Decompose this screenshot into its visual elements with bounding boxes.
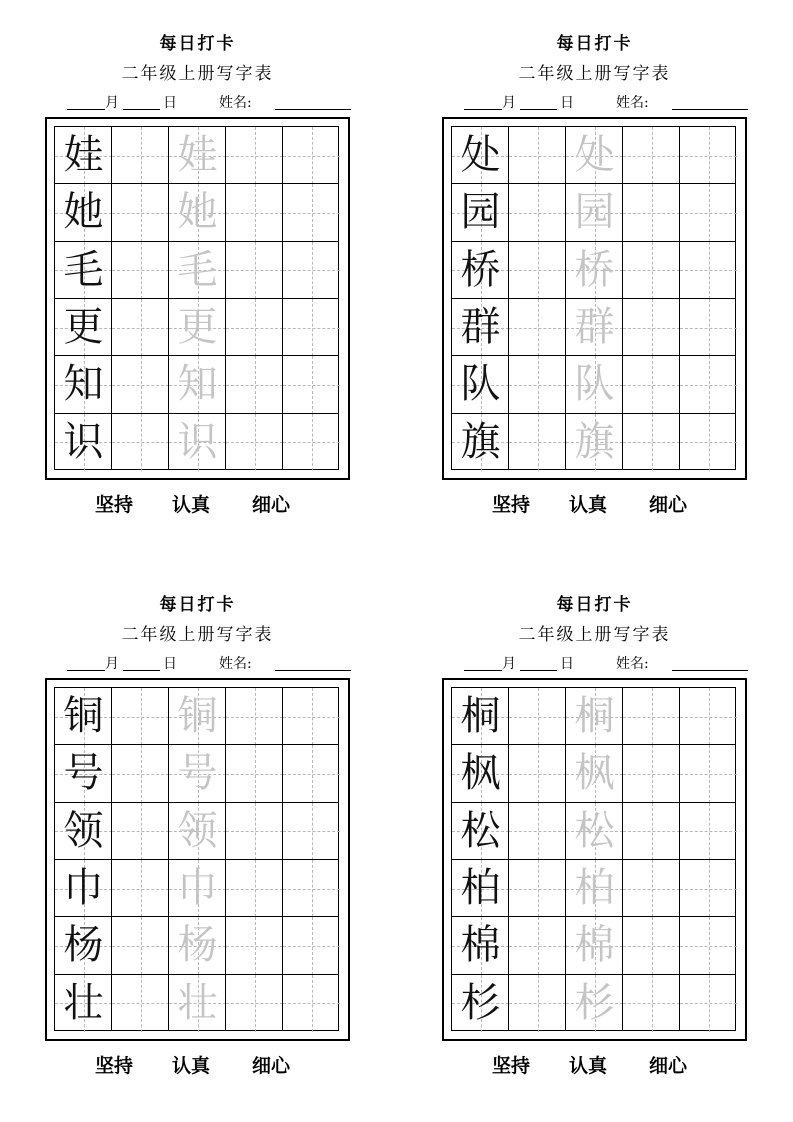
model-character: 她 [63,189,104,236]
card-title: 每日打卡 [556,34,633,54]
trace-character: 她 [177,189,218,236]
guide-line-horizontal [623,831,680,832]
month-label: 月 [502,95,516,111]
card-subtitle: 二年级上册写字表 [518,64,671,84]
grid-cell[interactable] [680,299,737,356]
date-name-line [45,653,350,675]
model-character: 桐 [460,693,501,739]
grid-cell[interactable] [509,184,566,241]
guide-line-horizontal [509,385,566,386]
grid-cell[interactable] [509,414,566,471]
guide-line-horizontal [283,270,340,271]
writing-grid [45,678,350,1041]
grid-cell[interactable] [680,745,737,802]
guide-line-horizontal [112,270,169,271]
grid-cell[interactable] [226,184,283,241]
motto-word: 坚持 [95,1055,134,1077]
motto-word: 坚持 [95,494,134,516]
guide-line-horizontal [226,946,283,947]
model-character: 松 [460,807,501,854]
grid-cell[interactable] [680,184,737,241]
grid-cell[interactable] [623,975,680,1032]
name-blank[interactable] [275,92,351,110]
grid-cell[interactable] [283,803,340,860]
guide-line-horizontal [226,385,283,386]
guide-line-horizontal [112,946,169,947]
grid-cell[interactable] [623,414,680,471]
name-label: 姓名: [219,95,252,111]
grid-cell[interactable] [623,356,680,413]
card-title: 每日打卡 [159,34,236,54]
model-character: 铜 [63,693,104,739]
grid-cell[interactable] [509,745,566,802]
guide-line-horizontal [226,717,283,718]
guide-line-horizontal [509,717,566,718]
grid-cell[interactable] [623,917,680,974]
grid-cell[interactable] [623,127,680,184]
guide-line-horizontal [680,156,737,157]
guide-line-horizontal [112,156,169,157]
name-label: 姓名: [219,656,252,672]
date-name-line [45,92,350,114]
guide-line-horizontal [623,442,680,443]
trace-character: 桐 [574,693,615,739]
guide-line-horizontal [623,946,680,947]
guide-line-horizontal [226,889,283,890]
guide-line-horizontal [112,442,169,443]
grid-cell[interactable] [226,803,283,860]
guide-line-horizontal [623,1003,680,1004]
grid-cell[interactable] [112,745,169,802]
grid-cell[interactable] [623,184,680,241]
guide-line-horizontal [680,385,737,386]
grid-cell[interactable] [112,184,169,241]
day-blank[interactable] [520,92,557,110]
grid-cell[interactable] [226,860,283,917]
model-character: 毛 [63,246,104,293]
grid-cell[interactable] [509,917,566,974]
model-character: 巾 [63,864,104,911]
name-blank[interactable] [672,653,748,671]
day-label: 日 [560,656,574,672]
grid-cell[interactable] [283,184,340,241]
name-blank[interactable] [275,653,351,671]
grid-cell[interactable] [112,860,169,917]
model-character: 棉 [460,922,501,969]
model-character: 壮 [63,979,104,1026]
grid-cell[interactable] [283,860,340,917]
trace-character: 号 [177,750,218,797]
grid-cell[interactable] [623,745,680,802]
grid-cell[interactable] [623,688,680,745]
grid-cell[interactable] [112,356,169,413]
grid-cell[interactable] [226,688,283,745]
trace-character: 杨 [177,922,218,969]
guide-line-horizontal [226,328,283,329]
trace-character: 松 [574,807,615,854]
motto-word: 坚持 [492,1055,531,1077]
motto-word: 细心 [649,1055,688,1077]
name-blank[interactable] [672,92,748,110]
card-subtitle: 二年级上册写字表 [121,625,274,645]
day-blank[interactable] [520,653,557,671]
guide-line-horizontal [623,270,680,271]
tian-grid [451,687,736,1031]
grid-cell[interactable] [623,242,680,299]
trace-character: 毛 [177,246,218,293]
motto-word: 认真 [569,1055,608,1077]
motto-word: 坚持 [492,494,531,516]
practice-card [442,593,747,1113]
grid-cell[interactable] [680,414,737,471]
card-subtitle: 二年级上册写字表 [121,64,274,84]
name-label: 姓名: [616,656,649,672]
day-label: 日 [560,95,574,111]
guide-line-horizontal [283,774,340,775]
guide-line-horizontal [680,1003,737,1004]
model-character: 领 [63,807,104,854]
grid-cell[interactable] [283,688,340,745]
writing-grid [442,117,747,480]
grid-cell[interactable] [509,299,566,356]
writing-grid [45,117,350,480]
month-label: 月 [105,656,119,672]
grid-cell[interactable] [680,975,737,1032]
model-character: 知 [63,361,104,408]
month-blank[interactable] [67,92,105,110]
guide-line-horizontal [112,328,169,329]
trace-character: 识 [177,418,218,465]
date-name-line [442,92,747,114]
trace-character: 巾 [177,864,218,911]
grid-cell[interactable] [680,127,737,184]
grid-cell[interactable] [226,745,283,802]
motto-word: 认真 [172,1055,211,1077]
tian-grid [54,687,339,1031]
guide-line-horizontal [226,270,283,271]
guide-line-horizontal [680,889,737,890]
model-character: 更 [63,303,104,350]
guide-line-horizontal [283,328,340,329]
grid-cell[interactable] [112,803,169,860]
guide-line-horizontal [509,328,566,329]
month-blank[interactable] [67,653,105,671]
guide-line-horizontal [680,946,737,947]
grid-cell[interactable] [623,803,680,860]
trace-character: 旗 [574,418,615,465]
guide-line-horizontal [509,213,566,214]
day-blank[interactable] [123,92,160,110]
motto-word: 细心 [649,494,688,516]
grid-cell[interactable] [283,299,340,356]
trace-character: 知 [177,361,218,408]
guide-line-horizontal [509,156,566,157]
model-character: 处 [460,132,501,178]
guide-line-horizontal [623,385,680,386]
guide-line-horizontal [680,774,737,775]
grid-cell[interactable] [112,299,169,356]
trace-character: 领 [177,807,218,854]
grid-cell[interactable] [680,860,737,917]
trace-character: 壮 [177,979,218,1026]
card-title: 每日打卡 [556,595,633,615]
day-label: 日 [163,656,177,672]
guide-line-horizontal [226,1003,283,1004]
model-character: 号 [63,750,104,797]
card-subtitle: 二年级上册写字表 [518,625,671,645]
trace-character: 园 [574,189,615,236]
grid-cell[interactable] [283,414,340,471]
grid-cell[interactable] [226,356,283,413]
guide-line-horizontal [680,717,737,718]
grid-cell[interactable] [226,917,283,974]
model-character: 杨 [63,922,104,969]
guide-line-horizontal [623,156,680,157]
grid-cell[interactable] [112,414,169,471]
grid-cell[interactable] [623,299,680,356]
practice-card [442,32,747,552]
guide-line-horizontal [226,831,283,832]
guide-line-horizontal [112,774,169,775]
guide-line-horizontal [509,774,566,775]
name-label: 姓名: [616,95,649,111]
guide-line-horizontal [283,831,340,832]
guide-line-horizontal [283,156,340,157]
model-character: 队 [460,361,501,408]
guide-line-horizontal [226,156,283,157]
model-character: 杉 [460,979,501,1026]
trace-character: 娃 [177,132,218,178]
guide-line-horizontal [112,831,169,832]
month-label: 月 [502,656,516,672]
grid-cell[interactable] [112,917,169,974]
guide-line-horizontal [283,1003,340,1004]
trace-character: 群 [574,303,615,350]
grid-cell[interactable] [509,356,566,413]
model-character: 群 [460,303,501,350]
grid-cell[interactable] [226,242,283,299]
guide-line-horizontal [623,774,680,775]
trace-character: 处 [574,132,615,178]
grid-cell[interactable] [283,975,340,1032]
guide-line-horizontal [680,831,737,832]
guide-line-horizontal [226,213,283,214]
guide-line-horizontal [509,946,566,947]
model-character: 识 [63,418,104,465]
guide-line-horizontal [112,213,169,214]
trace-character: 柏 [574,864,615,911]
grid-cell[interactable] [283,242,340,299]
guide-line-horizontal [509,831,566,832]
guide-line-horizontal [283,889,340,890]
grid-cell[interactable] [283,127,340,184]
model-character: 园 [460,189,501,236]
motto-word: 细心 [252,1055,291,1077]
grid-cell[interactable] [680,356,737,413]
grid-cell[interactable] [509,127,566,184]
writing-grid [442,678,747,1041]
guide-line-horizontal [509,1003,566,1004]
guide-line-horizontal [680,328,737,329]
grid-cell[interactable] [509,860,566,917]
date-name-line [442,653,747,675]
motto-word: 认真 [172,494,211,516]
grid-cell[interactable] [509,242,566,299]
grid-cell[interactable] [226,127,283,184]
trace-character: 枫 [574,750,615,797]
tian-grid [451,126,736,470]
grid-cell[interactable] [680,917,737,974]
trace-character: 杉 [574,979,615,1026]
motto-word: 认真 [569,494,608,516]
grid-cell[interactable] [226,975,283,1032]
guide-line-horizontal [112,385,169,386]
guide-line-horizontal [680,270,737,271]
model-character: 旗 [460,418,501,465]
grid-cell[interactable] [680,242,737,299]
card-title: 每日打卡 [159,595,236,615]
guide-line-horizontal [283,385,340,386]
guide-line-horizontal [283,442,340,443]
guide-line-horizontal [283,717,340,718]
guide-line-horizontal [112,1003,169,1004]
grid-cell[interactable] [680,803,737,860]
month-blank[interactable] [464,92,502,110]
tian-grid [54,126,339,470]
month-label: 月 [105,95,119,111]
guide-line-horizontal [623,889,680,890]
grid-cell[interactable] [623,860,680,917]
grid-cell[interactable] [112,242,169,299]
practice-card [45,593,350,1113]
guide-line-horizontal [680,442,737,443]
guide-line-horizontal [509,270,566,271]
guide-line-horizontal [226,774,283,775]
grid-cell[interactable] [509,975,566,1032]
grid-cell[interactable] [112,688,169,745]
guide-line-horizontal [623,328,680,329]
guide-line-horizontal [509,889,566,890]
model-character: 娃 [63,132,104,178]
practice-card [45,32,350,552]
grid-cell[interactable] [112,127,169,184]
day-blank[interactable] [123,653,160,671]
guide-line-horizontal [112,889,169,890]
motto-word: 细心 [252,494,291,516]
guide-line-horizontal [680,213,737,214]
model-character: 桥 [460,246,501,293]
trace-character: 队 [574,361,615,408]
guide-line-horizontal [623,213,680,214]
guide-line-horizontal [226,442,283,443]
grid-cell[interactable] [283,917,340,974]
grid-cell[interactable] [680,688,737,745]
trace-character: 更 [177,303,218,350]
month-blank[interactable] [464,653,502,671]
grid-cell[interactable] [509,688,566,745]
model-character: 柏 [460,864,501,911]
grid-cell[interactable] [226,414,283,471]
day-label: 日 [163,95,177,111]
guide-line-horizontal [112,717,169,718]
trace-character: 铜 [177,693,218,739]
grid-cell[interactable] [112,975,169,1032]
guide-line-horizontal [283,946,340,947]
trace-character: 桥 [574,246,615,293]
guide-line-horizontal [623,717,680,718]
grid-cell[interactable] [283,356,340,413]
grid-cell[interactable] [509,803,566,860]
grid-cell[interactable] [283,745,340,802]
model-character: 枫 [460,750,501,797]
guide-line-horizontal [283,213,340,214]
guide-line-horizontal [509,442,566,443]
grid-cell[interactable] [226,299,283,356]
trace-character: 棉 [574,922,615,969]
